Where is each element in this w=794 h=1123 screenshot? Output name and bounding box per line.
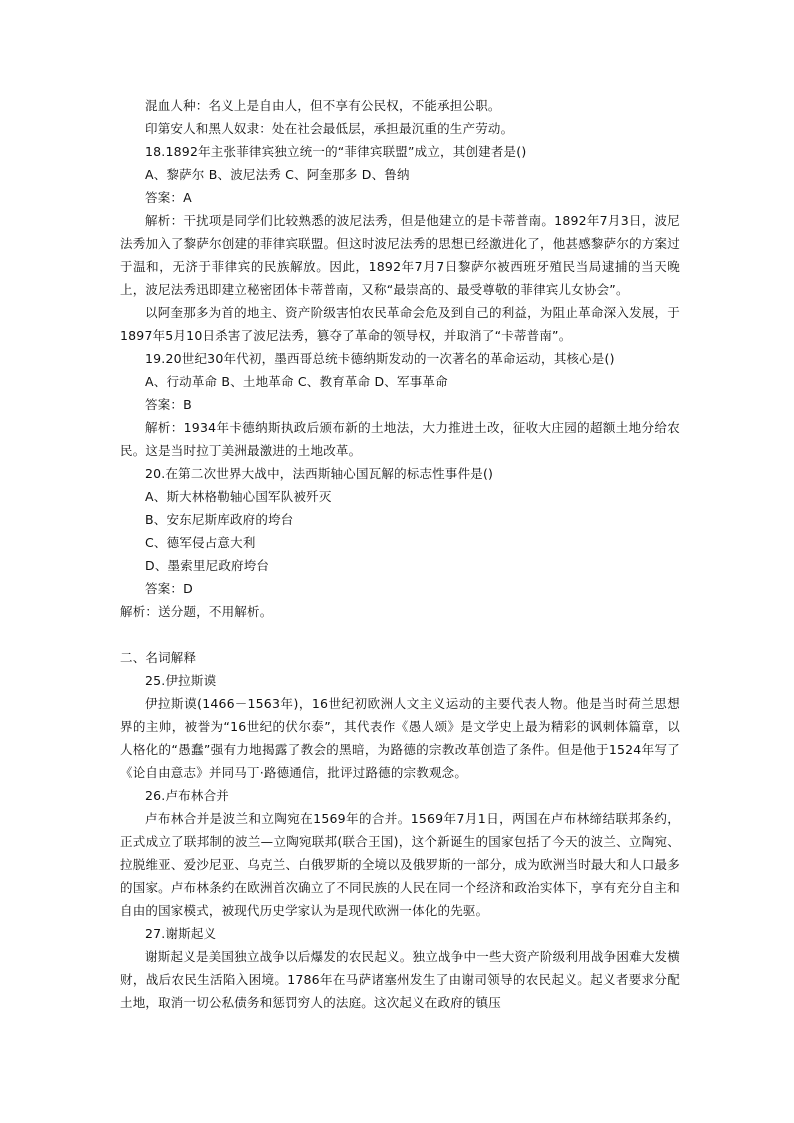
question-19-options: A、行动革命 B、土地革命 C、教育革命 D、军事革命: [145, 374, 448, 389]
document-page: [120, 94, 680, 1014]
term-26-body: 卢布林合并是波兰和立陶宛在1569年的合并。1569年7月1日，两国在卢布林缔结联邦条约，正式成立了联邦制的波兰—立陶宛联邦(联合王国)，这个新诞生的国家包括了今天的波兰、立陶宛、拉脱维亚、爱沙尼亚、乌克兰、白俄罗斯的全境以及俄罗斯的一部分，成为欧洲当时最大和人口最多的国家。卢布林条约在欧洲首次确立了不同民族的人民在同一个经济和政治实体下，享有充分自主和自由的国家模式，被现代历史学家认为是现代欧洲一体化的先驱。: [120, 811, 680, 918]
question-20-option-a: A、斯大林格勒轴心国军队被歼灭: [145, 489, 332, 504]
question-18: 18.1892年主张菲律宾独立统一的“菲律宾联盟”成立，其创建者是(): [145, 144, 527, 159]
term-25-title: 25.伊拉斯谟: [145, 673, 217, 688]
question-18-options: A、黎萨尔 B、波尼法秀 C、阿奎那多 D、鲁纳: [145, 167, 410, 182]
question-18-analysis-continued: 以阿奎那多为首的地主、资产阶级害怕农民革命会危及到自己的利益，为阻止革命深入发展，于1897年5月10日杀害了波尼法秀，篡夺了革命的领导权，并取消了“卡蒂普南”。: [120, 305, 680, 343]
paragraph-indians-blacks: 印第安人和黑人奴隶：处在社会最低层，承担最沉重的生产劳动。: [145, 121, 514, 136]
term-26-title: 26.卢布林合并: [145, 788, 229, 803]
term-27-title: 27.谢斯起义: [145, 926, 217, 941]
question-18-analysis: 解析：干扰项是同学们比较熟悉的波尼法秀，但是他建立的是卡蒂普南。1892年7月3日，波尼法秀加入了黎萨尔创建的菲律宾联盟。但这时波尼法秀的思想已经激进化了，他甚感黎萨尔的方案过于温和，无济于菲律宾的民族解放。因此，1892年7月7日黎萨尔被西班牙殖民当局逮捕的当天晚上，波尼法秀迅即建立秘密团体卡蒂普南，又称“最崇高的、最受尊敬的菲律宾儿女协会”。: [120, 213, 680, 297]
question-20-option-b: B、安东尼斯库政府的垮台: [145, 512, 294, 527]
term-25-body: 伊拉斯谟(1466－1563年)，16世纪初欧洲人文主义运动的主要代表人物。他是当时荷兰思想界的主帅，被誉为“16世纪的伏尔泰”，其代表作《愚人颂》是文学史上最为精彩的讽刺体篇章，以人格化的“愚蠢”强有力地揭露了教会的黑暗，为路德的宗教改革创造了条件。但是他于1524年写了《论自由意志》并同马丁·路德通信，批评过路德的宗教观念。: [120, 696, 680, 780]
question-19-answer: 答案：B: [145, 397, 192, 412]
question-20-analysis: 解析：送分题，不用解析。: [120, 604, 273, 619]
question-20-answer: 答案：D: [145, 581, 193, 596]
question-18-answer: 答案：A: [145, 190, 192, 205]
question-20: 20.在第二次世界大战中，法西斯轴心国瓦解的标志性事件是(): [145, 466, 494, 481]
section-heading: 二、名词解释: [120, 650, 197, 665]
question-19-analysis: 解析：1934年卡德纳斯执政后颁布新的土地法，大力推进土改，征收大庄园的超额土地分给农民。这是当时拉丁美洲最激进的土地改革。: [120, 420, 680, 458]
question-20-option-c: C、德军侵占意大利: [145, 535, 256, 550]
term-27-body: 谢斯起义是美国独立战争以后爆发的农民起义。独立战争中一些大资产阶级利用战争困难大发横财，战后农民生活陷入困境。1786年在马萨诸塞州发生了由谢司领导的农民起义。起义者要求分配土地，取消一切公私债务和惩罚穷人的法庭。这次起义在政府的镇压: [120, 949, 680, 1010]
section-spacer: [120, 623, 680, 646]
paragraph-mixed-race: 混血人种：名义上是自由人，但不享有公民权，不能承担公职。: [145, 98, 501, 113]
question-19: 19.20世纪30年代初，墨西哥总统卡德纳斯发动的一次著名的革命运动，其核心是(): [145, 351, 615, 366]
question-20-option-d: D、墨索里尼政府垮台: [145, 558, 270, 573]
